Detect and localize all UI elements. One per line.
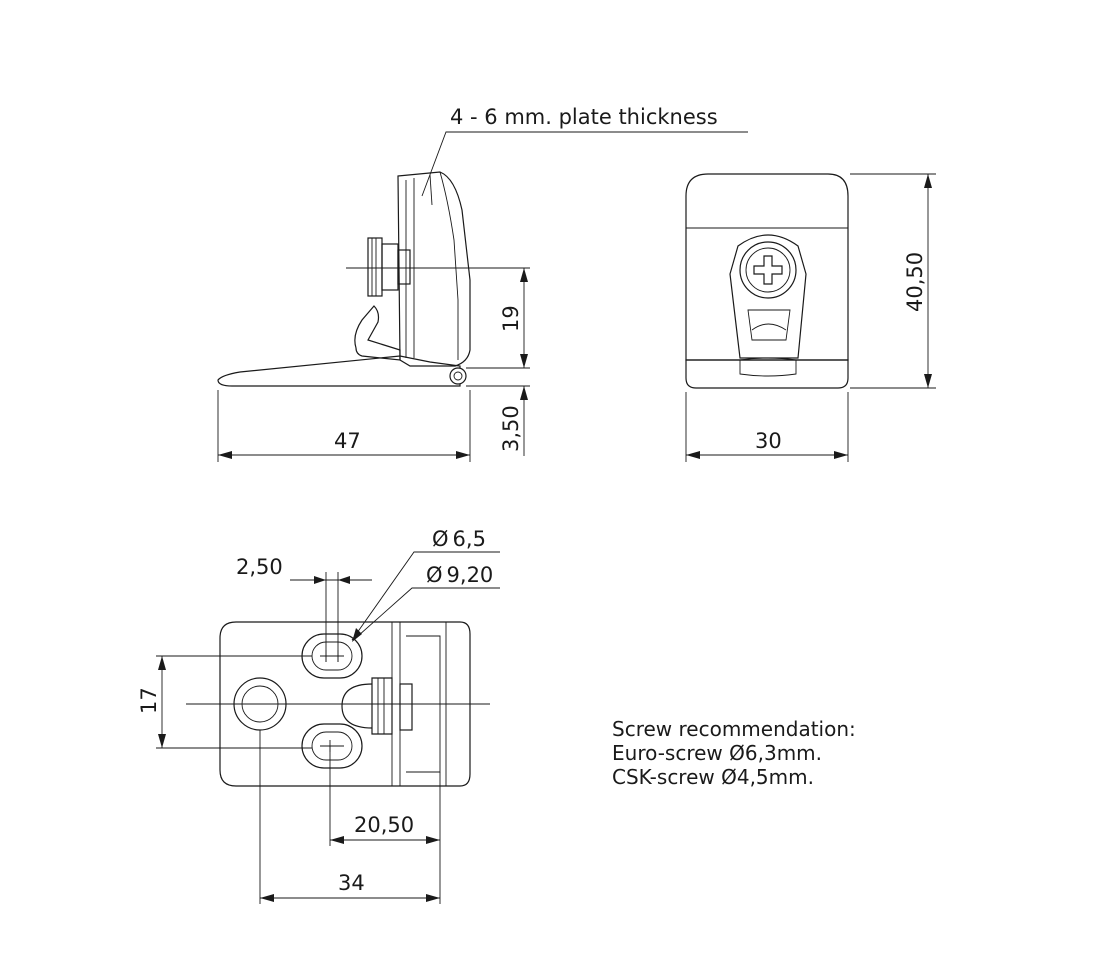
side-clamp-body bbox=[398, 172, 470, 366]
note-line-1: Screw recommendation: bbox=[612, 717, 856, 741]
dim-hole-to-edge: 20,50 bbox=[354, 813, 415, 837]
side-hook bbox=[355, 306, 400, 360]
dim-pin-offset: 3,50 bbox=[499, 405, 523, 452]
plate-thickness-leader bbox=[422, 132, 748, 196]
dim-hole-diameter-large: Ø 9,20 bbox=[426, 563, 494, 587]
front-body bbox=[686, 174, 848, 360]
dim-hole-diameter-small: Ø 6,5 bbox=[432, 527, 486, 551]
front-base bbox=[686, 360, 848, 388]
front-screw-head bbox=[740, 242, 796, 298]
side-view bbox=[218, 105, 748, 462]
screw-recommendation-note bbox=[612, 717, 856, 789]
top-screw-cylinder bbox=[372, 678, 392, 734]
side-pin bbox=[450, 368, 466, 384]
dim-front-height: 40,50 bbox=[903, 251, 927, 312]
top-view bbox=[137, 527, 500, 904]
dim-front-width: 30 bbox=[755, 429, 782, 453]
note-line-2: Euro-screw Ø6,3mm. bbox=[612, 741, 823, 765]
front-view bbox=[686, 174, 936, 462]
front-screw-cross bbox=[754, 256, 782, 284]
side-screw-head bbox=[368, 238, 382, 296]
dim-hole-spacing: 17 bbox=[137, 687, 161, 714]
side-base-plate bbox=[218, 356, 460, 386]
note-line-3: CSK-screw Ø4,5mm. bbox=[612, 765, 814, 789]
dim-height-to-pin: 19 bbox=[499, 305, 523, 332]
dim-base-length: 34 bbox=[338, 871, 365, 895]
dim-hole-offset: 2,50 bbox=[236, 555, 283, 579]
dim-side-length: 47 bbox=[334, 429, 361, 453]
plate-thickness-label: 4 - 6 mm. plate thickness bbox=[450, 105, 718, 129]
